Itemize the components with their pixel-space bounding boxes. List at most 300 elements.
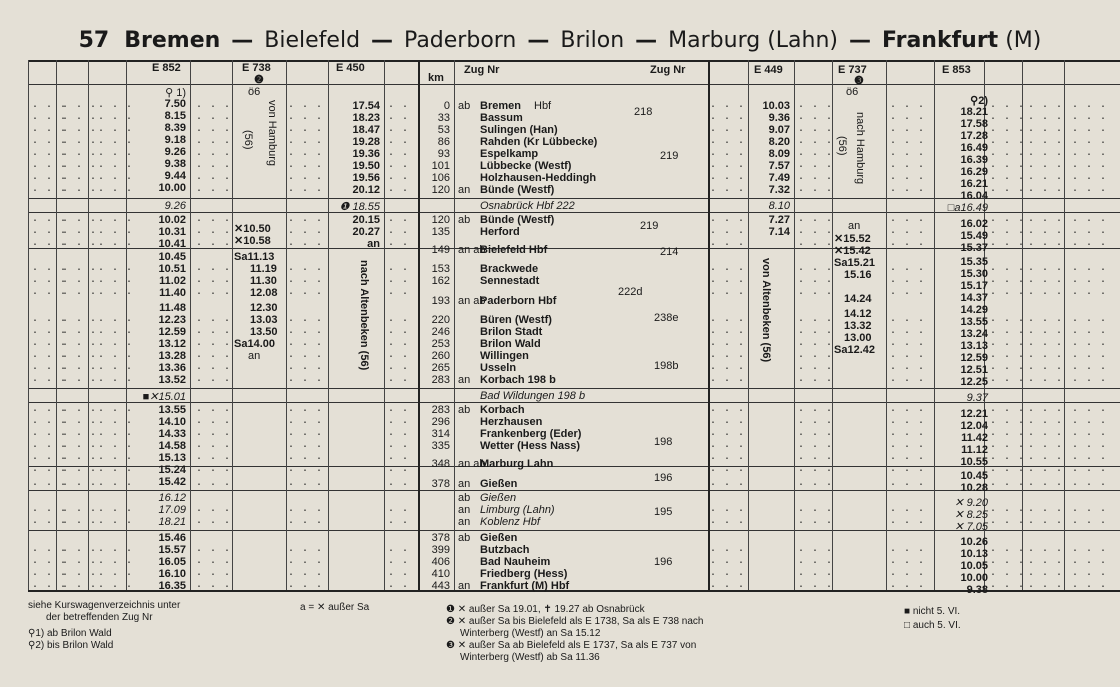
time-e853: 15.35 — [960, 256, 988, 268]
footnote-kurswagen: siehe Kurswagenverzeichnis unter — [28, 600, 181, 611]
empty-cell-dots: . . . — [890, 464, 926, 475]
empty-cell-dots: . . . — [196, 404, 232, 415]
km-value: 193 — [431, 295, 450, 307]
empty-cell-dots: . . . — [798, 568, 834, 579]
time-e449: 7.32 — [768, 184, 790, 196]
empty-cell-dots: . . . — [388, 136, 424, 147]
empty-cell-dots: . . . — [1072, 275, 1108, 286]
empty-cell-dots: . . . — [288, 580, 324, 591]
time-e450: 19.56 — [352, 172, 380, 184]
grid-line — [28, 60, 1120, 62]
empty-cell-dots: . . . — [990, 314, 1026, 325]
header-e450: E 450 — [336, 62, 365, 74]
empty-cell-dots: . . . — [1072, 362, 1108, 373]
empty-cell-dots: . . . — [32, 440, 68, 451]
empty-cell-dots: . . . — [388, 516, 424, 527]
empty-cell-dots: . . . — [62, 338, 98, 349]
zug-number: 198 — [654, 436, 673, 448]
empty-cell-dots: . . . — [32, 184, 68, 195]
station-name: Korbach — [480, 404, 525, 416]
station-name: Limburg (Lahn) — [480, 504, 555, 516]
grid-line — [28, 388, 1120, 389]
station-name: Friedberg (Hess) — [480, 568, 568, 580]
empty-cell-dots: . . . — [710, 544, 746, 555]
empty-cell-dots: . . . — [388, 544, 424, 555]
empty-cell-dots: . . . — [1028, 404, 1064, 415]
empty-cell-dots: . . . — [32, 580, 68, 591]
empty-cell-dots: . . . — [890, 544, 926, 555]
empty-cell-dots: . . . — [1072, 504, 1108, 515]
direction-label: an ab — [458, 295, 486, 307]
km-value: 348 — [431, 458, 450, 470]
empty-cell-dots: . . . — [288, 568, 324, 579]
direction-label: an — [458, 516, 471, 528]
empty-cell-dots: . . . — [98, 184, 134, 195]
empty-cell-dots: . . . — [1028, 160, 1064, 171]
km-value: 53 — [437, 124, 450, 136]
grid-line — [190, 60, 191, 590]
time-e853: 12.59 — [960, 352, 988, 364]
empty-cell-dots: . . . — [890, 275, 926, 286]
empty-cell-dots: . . . — [990, 464, 1026, 475]
time-e449: 7.57 — [768, 160, 790, 172]
station-name: Paderborn Hbf — [480, 295, 557, 307]
empty-cell-dots: . . . — [196, 160, 232, 171]
empty-cell-dots: . . . — [890, 100, 926, 111]
empty-cell-dots: . . . — [990, 580, 1026, 591]
km-value: 153 — [431, 263, 450, 275]
empty-cell-dots: . . . — [388, 580, 424, 591]
e737-vertical-note: nach Hamburg — [854, 112, 866, 185]
direction-label: ab — [458, 404, 471, 416]
empty-cell-dots: . . . — [98, 136, 134, 147]
empty-cell-dots: . . . — [710, 214, 746, 225]
empty-cell-dots: . . . — [388, 148, 424, 159]
empty-cell-dots: . . . — [990, 350, 1026, 361]
empty-cell-dots: . . . — [798, 516, 834, 527]
grid-line — [454, 60, 455, 590]
time-e852: 14.10 — [158, 416, 186, 428]
empty-cell-dots: . . . — [990, 326, 1026, 337]
empty-cell-dots: . . . — [710, 226, 746, 237]
grid-line — [748, 60, 749, 590]
time-e853: 10.55 — [960, 456, 988, 468]
empty-cell-dots: . . . — [288, 440, 324, 451]
empty-cell-dots: . . . — [798, 416, 834, 427]
header-km: km — [428, 72, 444, 84]
km-value: 220 — [431, 314, 450, 326]
empty-cell-dots: . . . — [990, 440, 1026, 451]
empty-cell-dots: . . . — [98, 404, 134, 415]
empty-cell-dots: . . . — [288, 428, 324, 439]
direction-label: an — [458, 580, 471, 592]
empty-cell-dots: . . . — [388, 238, 424, 249]
km-value: 378 — [431, 532, 450, 544]
empty-cell-dots: . . . — [1028, 184, 1064, 195]
empty-cell-dots: . . . — [1072, 314, 1108, 325]
empty-cell-dots: . . . — [798, 580, 834, 591]
empty-cell-dots: . . . — [990, 478, 1026, 489]
time-e450: 18.47 — [352, 124, 380, 136]
empty-cell-dots: . . . — [1072, 326, 1108, 337]
empty-cell-dots: . . . — [1072, 287, 1108, 298]
empty-cell-dots: . . . — [890, 516, 926, 527]
empty-cell-dots: . . . — [1028, 226, 1064, 237]
empty-cell-dots: . . . — [798, 374, 834, 385]
station-name: Brilon Stadt — [480, 326, 543, 338]
station-name: Marburg Lahn — [480, 458, 554, 470]
empty-cell-dots: . . . — [1028, 516, 1064, 527]
empty-cell-dots: . . . — [990, 275, 1026, 286]
empty-cell-dots: . . . — [196, 275, 232, 286]
empty-cell-dots: . . . — [1072, 580, 1108, 591]
timetable-grid — [28, 60, 1120, 596]
empty-cell-dots: . . . — [62, 148, 98, 159]
time-e853: 10.28 — [960, 482, 988, 494]
empty-cell-dots: . . . — [710, 184, 746, 195]
header-e738: E 738 — [242, 62, 271, 74]
empty-cell-dots: . . . — [890, 287, 926, 298]
empty-cell-dots: . . . — [288, 556, 324, 567]
time-e853: 13.24 — [960, 328, 988, 340]
time-e449: 7.14 — [768, 226, 790, 238]
empty-cell-dots: . . . — [990, 214, 1026, 225]
empty-cell-dots: . . . — [62, 226, 98, 237]
empty-cell-dots: . . . — [890, 226, 926, 237]
empty-cell-dots: . . . — [62, 136, 98, 147]
empty-cell-dots: . . . — [32, 214, 68, 225]
station-name: Gießen — [480, 492, 517, 504]
empty-cell-dots: . . . — [196, 416, 232, 427]
empty-cell-dots: . . . — [1072, 428, 1108, 439]
time-e449: 7.27 — [768, 214, 790, 226]
empty-cell-dots: . . . — [388, 326, 424, 337]
footnote-n3b: Winterberg (Westf) ab Sa 11.36 — [460, 652, 600, 663]
empty-cell-dots: . . . — [196, 350, 232, 361]
empty-cell-dots: . . . — [62, 478, 98, 489]
station-name: Korbach 198 b — [480, 374, 556, 386]
time-e852: 16.12 — [158, 492, 186, 504]
empty-cell-dots: . . . — [98, 124, 134, 135]
empty-cell-dots: . . . — [62, 112, 98, 123]
empty-cell-dots: . . . — [288, 350, 324, 361]
time-e852: 10.51 — [158, 263, 186, 275]
empty-cell-dots: . . . — [710, 440, 746, 451]
time-e449: 8.10 — [768, 200, 790, 212]
time-e852: 8.15 — [164, 110, 186, 122]
empty-cell-dots: . . . — [388, 404, 424, 415]
km-value: 33 — [437, 112, 450, 124]
empty-cell-dots: . . . — [196, 136, 232, 147]
empty-cell-dots: . . . — [1072, 148, 1108, 159]
time-e853: 17.58 — [960, 118, 988, 130]
time-e852: 18.21 — [158, 516, 186, 528]
empty-cell-dots: . . . — [32, 464, 68, 475]
empty-cell-dots: . . . — [32, 362, 68, 373]
empty-cell-dots: . . . — [98, 580, 134, 591]
empty-cell-dots: . . . — [288, 326, 324, 337]
title-brilon: Brilon — [560, 28, 625, 53]
empty-cell-dots: . . . — [196, 338, 232, 349]
time-e853: 12.51 — [960, 364, 988, 376]
empty-cell-dots: . . . — [1028, 326, 1064, 337]
empty-cell-dots: . . . — [32, 452, 68, 463]
empty-cell-dots: . . . — [890, 112, 926, 123]
empty-cell-dots: . . . — [32, 326, 68, 337]
empty-cell-dots: . . . — [98, 416, 134, 427]
time-e852: 17.09 — [158, 504, 186, 516]
empty-cell-dots: . . . — [196, 112, 232, 123]
time-e738: ✕10.58 — [234, 235, 271, 247]
empty-cell-dots: . . . — [62, 428, 98, 439]
empty-cell-dots: . . . — [32, 416, 68, 427]
empty-cell-dots: . . . — [98, 287, 134, 298]
time-e738: 12.08 — [250, 287, 278, 299]
empty-cell-dots: . . . — [798, 160, 834, 171]
direction-label: ab — [458, 214, 471, 226]
empty-cell-dots: . . . — [798, 112, 834, 123]
time-e738: 11.30 — [250, 275, 277, 287]
header-e853: E 853 — [942, 64, 971, 76]
empty-cell-dots: . . . — [196, 172, 232, 183]
zug-number: 238e — [654, 312, 679, 324]
empty-cell-dots: . . . — [98, 275, 134, 286]
empty-cell-dots: . . . — [98, 516, 134, 527]
empty-cell-dots: . . . — [288, 172, 324, 183]
empty-cell-dots: . . . — [990, 374, 1026, 385]
zug-number: 214 — [660, 246, 679, 258]
time-e737: Sa12.42 — [834, 344, 875, 356]
empty-cell-dots: . . . — [798, 184, 834, 195]
station-name: Sulingen (Han) — [480, 124, 558, 136]
empty-cell-dots: . . . — [62, 556, 98, 567]
empty-cell-dots: . . . — [98, 374, 134, 385]
empty-cell-dots: . . . — [32, 112, 68, 123]
e737-an: an — [848, 220, 861, 232]
empty-cell-dots: . . . — [990, 428, 1026, 439]
empty-cell-dots: . . . — [196, 263, 232, 274]
empty-cell-dots: . . . — [196, 326, 232, 337]
footnote-2: ⚲2) bis Brilon Wald — [28, 640, 114, 651]
empty-cell-dots: . . . — [890, 314, 926, 325]
empty-cell-dots: . . . — [890, 580, 926, 591]
km-value: 246 — [431, 326, 450, 338]
empty-cell-dots: . . . — [388, 160, 424, 171]
time-e853: 16.29 — [960, 166, 988, 178]
time-e737: Sa15.21 — [834, 257, 875, 269]
title-dash: — — [371, 28, 394, 53]
title-marburg: Marburg (Lahn) — [668, 28, 838, 53]
time-e852: 12.59 — [158, 326, 186, 338]
direction-label: an ab — [458, 244, 486, 256]
empty-cell-dots: . . . — [98, 452, 134, 463]
empty-cell-dots: . . . — [62, 504, 98, 515]
empty-cell-dots: . . . — [98, 160, 134, 171]
empty-cell-dots: . . . — [890, 568, 926, 579]
empty-cell-dots: . . . — [32, 374, 68, 385]
empty-cell-dots: . . . — [288, 275, 324, 286]
time-e852: 13.52 — [158, 374, 186, 386]
empty-cell-dots: . . . — [1028, 124, 1064, 135]
empty-cell-dots: . . . — [710, 263, 746, 274]
time-e449: 9.36 — [768, 112, 790, 124]
empty-cell-dots: . . . — [1072, 100, 1108, 111]
empty-cell-dots: . . . — [196, 580, 232, 591]
empty-cell-dots: . . . — [196, 428, 232, 439]
time-e738: Sa14.00 — [234, 338, 275, 350]
time-e852: 13.36 — [158, 362, 186, 374]
station-name: Bremen — [480, 100, 521, 112]
empty-cell-dots: . . . — [288, 184, 324, 195]
km-value: 93 — [437, 148, 450, 160]
empty-cell-dots: . . . — [990, 404, 1026, 415]
empty-cell-dots: . . . — [710, 275, 746, 286]
empty-cell-dots: . . . — [288, 100, 324, 111]
station-name: Herford — [480, 226, 520, 238]
empty-cell-dots: . . . — [98, 326, 134, 337]
header-zug-nr-left: Zug Nr — [464, 64, 500, 76]
empty-cell-dots: . . . — [990, 184, 1026, 195]
empty-cell-dots: . . . — [798, 556, 834, 567]
empty-cell-dots: . . . — [890, 160, 926, 171]
empty-cell-dots: . . . — [288, 416, 324, 427]
time-e737: 14.24 — [844, 293, 872, 305]
empty-cell-dots: . . . — [990, 452, 1026, 463]
time-e853: 12.25 — [960, 376, 988, 388]
footnote-n1: ❶ ✕ außer Sa 19.01, ✝ 19.27 ab Osnabrück — [446, 604, 645, 615]
empty-cell-dots: . . . — [890, 504, 926, 515]
empty-cell-dots: . . . — [196, 544, 232, 555]
empty-cell-dots: . . . — [710, 452, 746, 463]
empty-cell-dots: . . . — [98, 544, 134, 555]
time-e853: 14.29 — [960, 304, 988, 316]
time-e852: 10.45 — [158, 251, 186, 263]
time-e852: 13.12 — [158, 338, 186, 350]
time-e449: 9.07 — [768, 124, 790, 136]
time-e737: 14.12 — [844, 308, 872, 320]
station-name: Gießen — [480, 478, 518, 490]
empty-cell-dots: . . . — [798, 504, 834, 515]
direction-label: an — [458, 374, 471, 386]
footnote-n2b: Winterberg (Westf) an Sa 15.12 — [460, 628, 601, 639]
empty-cell-dots: . . . — [196, 226, 232, 237]
empty-cell-dots: . . . — [388, 184, 424, 195]
empty-cell-dots: . . . — [288, 136, 324, 147]
time-e853: 15.30 — [960, 268, 988, 280]
empty-cell-dots: . . . — [990, 263, 1026, 274]
time-e852: 15.13 — [158, 452, 186, 464]
empty-cell-dots: . . . — [388, 362, 424, 373]
direction-label: ab — [458, 100, 471, 112]
time-e737: 15.16 — [844, 269, 872, 281]
empty-cell-dots: . . . — [32, 275, 68, 286]
empty-cell-dots: . . . — [710, 504, 746, 515]
empty-cell-dots: . . . — [1028, 374, 1064, 385]
time-e852: 10.02 — [158, 214, 186, 226]
header-e737-note: ❸ — [854, 75, 864, 87]
time-e450: 19.36 — [352, 148, 380, 160]
empty-cell-dots: . . . — [288, 338, 324, 349]
header-e737: E 737 — [838, 64, 867, 76]
empty-cell-dots: . . . — [1028, 568, 1064, 579]
empty-cell-dots: . . . — [710, 326, 746, 337]
empty-cell-dots: . . . — [98, 226, 134, 237]
time-e450: ❶ 18.55 — [339, 201, 380, 213]
time-e853: ⚲2) — [970, 95, 988, 107]
empty-cell-dots: . . . — [32, 516, 68, 527]
time-e852: 15.24 — [158, 464, 186, 476]
km-value: 106 — [431, 172, 450, 184]
empty-cell-dots: . . . — [890, 362, 926, 373]
header-e449: E 449 — [754, 64, 783, 76]
empty-cell-dots: . . . — [1028, 214, 1064, 225]
empty-cell-dots: . . . — [98, 338, 134, 349]
time-e853: 10.00 — [960, 572, 988, 584]
empty-cell-dots: . . . — [990, 287, 1026, 298]
empty-cell-dots: . . . — [1028, 464, 1064, 475]
grid-line — [934, 60, 935, 590]
empty-cell-dots: . . . — [990, 148, 1026, 159]
time-e853: 12.04 — [960, 420, 988, 432]
empty-cell-dots: . . . — [98, 172, 134, 183]
title-bielefeld: Bielefeld — [264, 28, 361, 53]
table-number: 57 — [78, 28, 110, 53]
empty-cell-dots: . . . — [62, 275, 98, 286]
empty-cell-dots: . . . — [890, 452, 926, 463]
time-e853: 15.37 — [960, 242, 988, 254]
empty-cell-dots: . . . — [1028, 556, 1064, 567]
empty-cell-dots: . . . — [710, 416, 746, 427]
zug-number: 222d — [618, 286, 643, 298]
empty-cell-dots: . . . — [1028, 544, 1064, 555]
empty-cell-dots: . . . — [1028, 362, 1064, 373]
time-e738: 12.30 — [250, 302, 278, 314]
empty-cell-dots: . . . — [990, 238, 1026, 249]
grid-line — [886, 60, 887, 590]
empty-cell-dots: . . . — [890, 238, 926, 249]
empty-cell-dots: . . . — [798, 263, 834, 274]
empty-cell-dots: . . . — [1028, 148, 1064, 159]
time-e853: 11.12 — [961, 444, 988, 456]
e737-marker: ö6 — [846, 86, 859, 98]
empty-cell-dots: . . . — [98, 464, 134, 475]
km-value: 86 — [437, 136, 450, 148]
time-e853: 15.49 — [960, 230, 988, 242]
empty-cell-dots: . . . — [890, 556, 926, 567]
empty-cell-dots: . . . — [196, 464, 232, 475]
empty-cell-dots: . . . — [32, 556, 68, 567]
km-value: 335 — [431, 440, 450, 452]
empty-cell-dots: . . . — [196, 148, 232, 159]
empty-cell-dots: . . . — [798, 350, 834, 361]
time-e853: 12.21 — [960, 408, 988, 420]
empty-cell-dots: . . . — [798, 362, 834, 373]
time-e738: 11.19 — [250, 263, 277, 275]
empty-cell-dots: . . . — [1072, 440, 1108, 451]
time-e853: ✕ 8.25 — [954, 509, 988, 521]
time-e853: 17.28 — [960, 130, 988, 142]
e738-marker: ö6 — [248, 86, 261, 98]
empty-cell-dots: . . . — [890, 172, 926, 183]
station-name: Brackwede — [480, 263, 539, 275]
empty-cell-dots: . . . — [798, 440, 834, 451]
empty-cell-dots: . . . — [1028, 416, 1064, 427]
station-name: Bassum — [480, 112, 523, 124]
zug-number: 219 — [640, 220, 659, 232]
empty-cell-dots: . . . — [990, 416, 1026, 427]
empty-cell-dots: . . . — [990, 136, 1026, 147]
empty-cell-dots: . . . — [388, 112, 424, 123]
